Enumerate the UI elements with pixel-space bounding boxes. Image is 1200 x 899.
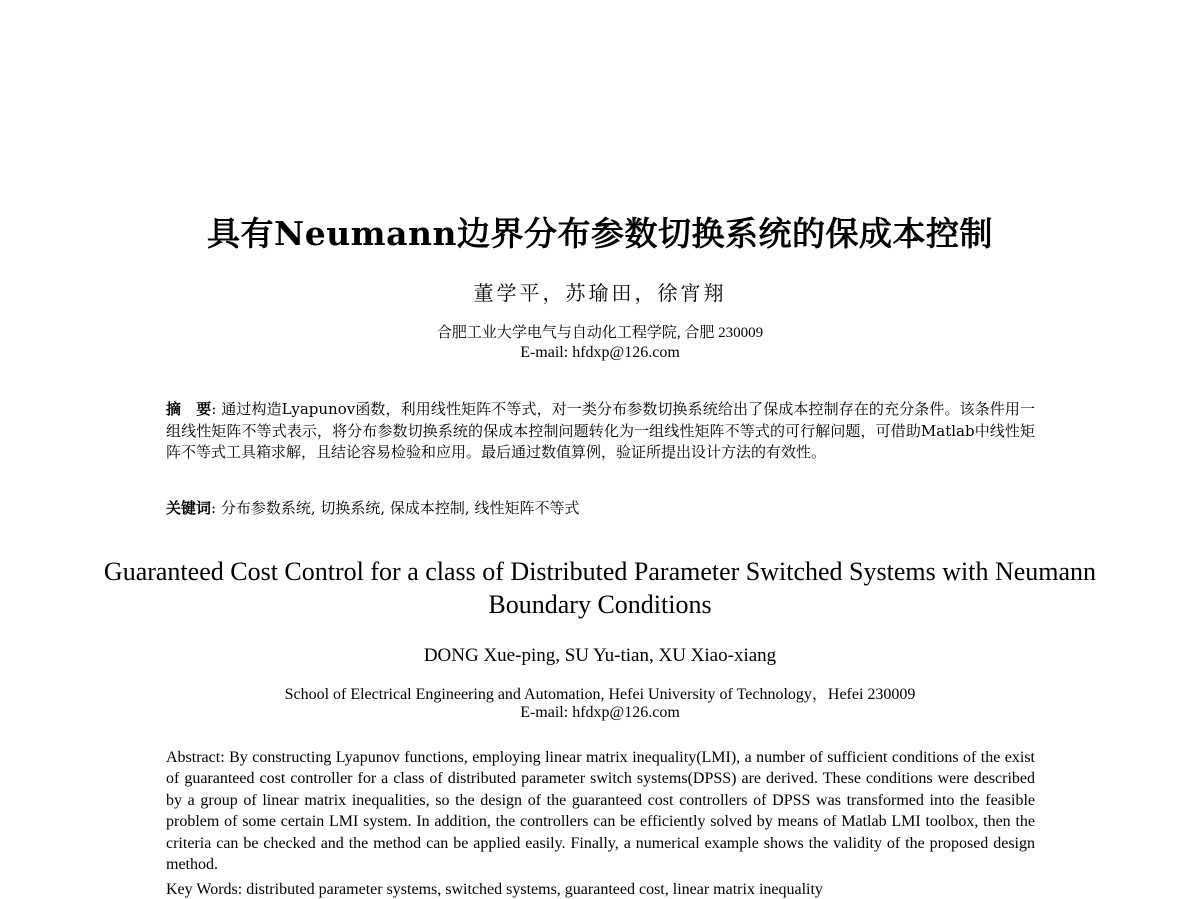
english-email: E-mail: hfdxp@126.com (520, 704, 680, 721)
chinese-email: E-mail: hfdxp@126.com (520, 344, 680, 361)
english-authors: DONG Xue-ping, SU Yu-tian, XU Xiao-xiang (423, 645, 777, 666)
chinese-abstract-text: : 通过构造Lyapunov函数，利用线性矩阵不等式，对一类分布参数切换系统给出了保成本控制存在的充分条件。该条件用一组线性矩阵不等式表示，将分布参数切换系统的保成本控制问题转化为一组线性矩阵不等式的可行解问题，可借助Matlab中线性矩阵不等式工具箱求解，且结论容易检验和应用。最后通过数值算例，验证所提出设计方法的有效性。 (166, 400, 1035, 461)
english-abstract: Abstract: By constructing Lyapunov functions, employing linear matrix inequality(LMI), a number of sufficient conditions of the exist of guaranteed cost controller for a class of distributed parameter switch systems(DPSS) are derived. These conditions were described by a group of linear matrix inequalities, so the design of the guaranteed cost controllers of DPSS was transformed into the feasible problem of some certain LMI system. In addition, the controllers can be efficiently solved by means of Matlab LMI toolbox, then the criteria can be checked and the method can be applied easily. Finally, a numerical example shows the validity of the proposed design method. (166, 749, 1035, 874)
chinese-abstract-label: 摘 要 (166, 400, 212, 418)
chinese-keywords (166, 497, 1035, 518)
chinese-title: 具有Neumann边界分布参数切换系统的保成本控制 (207, 214, 993, 253)
chinese-affiliation: 合肥工业大学电气与自动化工程学院, 合肥 230009 (436, 325, 764, 341)
chinese-keywords-text: : 分布参数系统, 切换系统, 保成本控制, 线性矩阵不等式 (211, 499, 580, 517)
chinese-authors: 董学平，苏瑜田，徐宵翔 (473, 281, 727, 305)
english-keywords: Key Words: distributed parameter systems, switched systems, guaranteed cost, linear matrix inequality (166, 881, 823, 898)
chinese-keywords-label: 关键词 (166, 499, 212, 517)
chinese-abstract (166, 399, 1035, 464)
english-title: Guaranteed Cost Control for a class of Distributed Parameter Switched Systems with Neumann Boundary Conditions (103, 557, 1097, 619)
english-affiliation: School of Electrical Engineering and Automation, Hefei University of Technology，Hefei 230009 (284, 686, 916, 703)
